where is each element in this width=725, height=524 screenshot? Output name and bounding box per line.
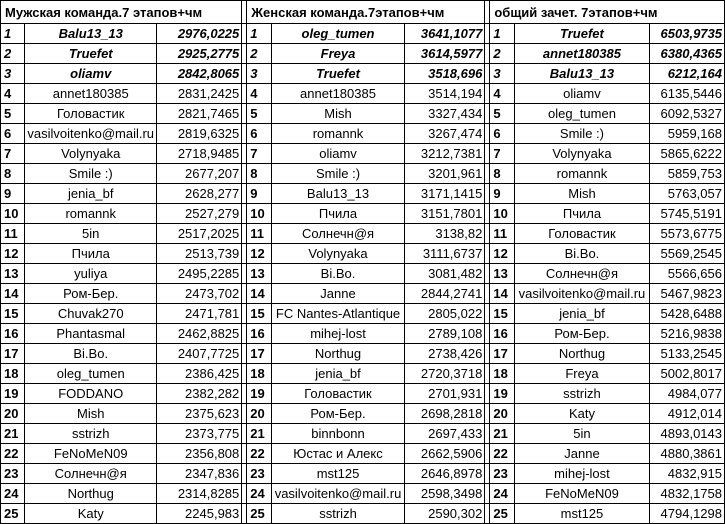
table-row xyxy=(1,164,725,184)
women-score-cell: 3151,7801 xyxy=(405,204,485,224)
men-rank-cell: 12 xyxy=(1,244,25,264)
overall-score-cell: 4912,014 xyxy=(650,404,725,424)
women-score-cell: 2598,3498 xyxy=(405,484,485,504)
women-score-cell: 3081,482 xyxy=(405,264,485,284)
table-row xyxy=(1,424,725,444)
men-score-cell: 2517,2025 xyxy=(157,224,242,244)
women-name-cell: Mish xyxy=(271,104,405,124)
men-rank-cell: 20 xyxy=(1,404,25,424)
women-name-cell: Юстас и Алекс xyxy=(271,444,405,464)
women-rank-cell: 20 xyxy=(247,404,271,424)
men-score-cell: 2718,9485 xyxy=(157,144,242,164)
overall-name-cell: mihej-lost xyxy=(514,464,649,484)
overall-score-cell: 4832,915 xyxy=(650,464,725,484)
overall-score-cell: 6135,5446 xyxy=(650,84,725,104)
men-score-cell: 2831,2425 xyxy=(157,84,242,104)
overall-rank-cell: 25 xyxy=(490,504,514,524)
table-row xyxy=(1,224,725,244)
header-row xyxy=(1,1,725,24)
men-score-cell: 2925,2775 xyxy=(157,44,242,64)
men-score-cell: 2527,279 xyxy=(157,204,242,224)
overall-rank-cell: 17 xyxy=(490,344,514,364)
women-rank-cell: 15 xyxy=(247,304,271,324)
women-rank-cell: 12 xyxy=(247,244,271,264)
overall-header: общий зачет. 7этапов+чм xyxy=(490,1,725,24)
men-rank-cell: 14 xyxy=(1,284,25,304)
men-score-cell: 2819,6325 xyxy=(157,124,242,144)
women-name-cell: Truefet xyxy=(271,64,405,84)
overall-name-cell: annet180385 xyxy=(514,44,649,64)
women-score-cell: 3614,5977 xyxy=(405,44,485,64)
table-row xyxy=(1,344,725,364)
men-score-cell: 2462,8825 xyxy=(157,324,242,344)
men-name-cell: Balu13_13 xyxy=(25,24,157,44)
men-name-cell: Bi.Bo. xyxy=(25,344,157,364)
women-rank-cell: 19 xyxy=(247,384,271,404)
overall-score-cell: 5216,9838 xyxy=(650,324,725,344)
overall-name-cell: Smile :) xyxy=(514,124,649,144)
overall-name-cell: Balu13_13 xyxy=(514,64,649,84)
overall-name-cell: jenia_bf xyxy=(514,304,649,324)
table-row xyxy=(1,404,725,424)
women-name-cell: Northug xyxy=(271,344,405,364)
overall-name-cell: Katy xyxy=(514,404,649,424)
women-score-cell: 2720,3718 xyxy=(405,364,485,384)
men-name-cell: FeNoMeN09 xyxy=(25,444,157,464)
overall-name-cell: 5in xyxy=(514,424,649,444)
women-rank-cell: 23 xyxy=(247,464,271,484)
women-score-cell: 2738,426 xyxy=(405,344,485,364)
women-name-cell: mst125 xyxy=(271,464,405,484)
overall-rank-cell: 20 xyxy=(490,404,514,424)
table-row xyxy=(1,444,725,464)
table-row xyxy=(1,304,725,324)
table-row xyxy=(1,84,725,104)
women-rank-cell: 7 xyxy=(247,144,271,164)
men-name-cell: 5in xyxy=(25,224,157,244)
overall-rank-cell: 3 xyxy=(490,64,514,84)
men-name-cell: oliamv xyxy=(25,64,157,84)
men-name-cell: Головастик xyxy=(25,104,157,124)
women-score-cell: 3267,474 xyxy=(405,124,485,144)
women-rank-cell: 2 xyxy=(247,44,271,64)
men-score-cell: 2473,702 xyxy=(157,284,242,304)
overall-name-cell: romannk xyxy=(514,164,649,184)
women-name-cell: oleg_tumen xyxy=(271,24,405,44)
women-name-cell: FC Nantes-Atlantique xyxy=(271,304,405,324)
overall-score-cell: 4794,1298 xyxy=(650,504,725,524)
men-name-cell: FODDANO xyxy=(25,384,157,404)
women-rank-cell: 3 xyxy=(247,64,271,84)
women-rank-cell: 24 xyxy=(247,484,271,504)
men-rank-cell: 16 xyxy=(1,324,25,344)
men-score-cell: 2821,7465 xyxy=(157,104,242,124)
women-score-cell: 3171,1415 xyxy=(405,184,485,204)
table-row xyxy=(1,264,725,284)
overall-rank-cell: 7 xyxy=(490,144,514,164)
women-score-cell: 2701,931 xyxy=(405,384,485,404)
men-name-cell: oleg_tumen xyxy=(25,364,157,384)
overall-name-cell: Volynyaka xyxy=(514,144,649,164)
men-rank-cell: 8 xyxy=(1,164,25,184)
men-rank-cell: 3 xyxy=(1,64,25,84)
overall-name-cell: Truefet xyxy=(514,24,649,44)
men-rank-cell: 25 xyxy=(1,504,25,524)
overall-rank-cell: 18 xyxy=(490,364,514,384)
men-name-cell: annet180385 xyxy=(25,84,157,104)
overall-rank-cell: 22 xyxy=(490,444,514,464)
women-score-cell: 3138,82 xyxy=(405,224,485,244)
overall-score-cell: 6212,164 xyxy=(650,64,725,84)
women-name-cell: Bi.Bo. xyxy=(271,264,405,284)
overall-name-cell: Mish xyxy=(514,184,649,204)
overall-rank-cell: 6 xyxy=(490,124,514,144)
women-rank-cell: 11 xyxy=(247,224,271,244)
women-name-cell: Smile :) xyxy=(271,164,405,184)
men-rank-cell: 5 xyxy=(1,104,25,124)
women-rank-cell: 25 xyxy=(247,504,271,524)
men-score-cell: 2347,836 xyxy=(157,464,242,484)
women-name-cell: Головастик xyxy=(271,384,405,404)
women-score-cell: 3201,961 xyxy=(405,164,485,184)
men-score-cell: 2471,781 xyxy=(157,304,242,324)
men-name-cell: yuliya xyxy=(25,264,157,284)
men-rank-cell: 9 xyxy=(1,184,25,204)
overall-rank-cell: 1 xyxy=(490,24,514,44)
overall-rank-cell: 14 xyxy=(490,284,514,304)
women-score-cell: 3518,696 xyxy=(405,64,485,84)
overall-score-cell: 5859,753 xyxy=(650,164,725,184)
men-score-cell: 2495,2285 xyxy=(157,264,242,284)
men-rank-cell: 24 xyxy=(1,484,25,504)
women-rank-cell: 4 xyxy=(247,84,271,104)
overall-score-cell: 4832,1758 xyxy=(650,484,725,504)
women-score-cell: 3514,194 xyxy=(405,84,485,104)
overall-rank-cell: 21 xyxy=(490,424,514,444)
overall-score-cell: 5745,5191 xyxy=(650,204,725,224)
women-rank-cell: 9 xyxy=(247,184,271,204)
women-rank-cell: 17 xyxy=(247,344,271,364)
table-row xyxy=(1,324,725,344)
men-name-cell: Volynyaka xyxy=(25,144,157,164)
men-score-cell: 2386,425 xyxy=(157,364,242,384)
men-name-cell: sstrizh xyxy=(25,424,157,444)
women-rank-cell: 13 xyxy=(247,264,271,284)
women-rank-cell: 6 xyxy=(247,124,271,144)
overall-score-cell: 4880,3861 xyxy=(650,444,725,464)
overall-rank-cell: 8 xyxy=(490,164,514,184)
women-name-cell: jenia_bf xyxy=(271,364,405,384)
overall-score-cell: 5569,2545 xyxy=(650,244,725,264)
men-name-cell: Ром-Бер. xyxy=(25,284,157,304)
overall-name-cell: sstrizh xyxy=(514,384,649,404)
men-score-cell: 2356,808 xyxy=(157,444,242,464)
men-rank-cell: 10 xyxy=(1,204,25,224)
men-name-cell: romannk xyxy=(25,204,157,224)
women-name-cell: oliamv xyxy=(271,144,405,164)
men-name-cell: Пчила xyxy=(25,244,157,264)
women-rank-cell: 22 xyxy=(247,444,271,464)
women-header: Женская команда.7этапов+чм xyxy=(247,1,485,24)
men-rank-cell: 11 xyxy=(1,224,25,244)
overall-name-cell: Солнечн@я xyxy=(514,264,649,284)
men-name-cell: Chuvak270 xyxy=(25,304,157,324)
women-name-cell: mihej-lost xyxy=(271,324,405,344)
men-score-cell: 2373,775 xyxy=(157,424,242,444)
women-name-cell: Пчила xyxy=(271,204,405,224)
women-name-cell: vasilvoitenko@mail.ru xyxy=(271,484,405,504)
men-name-cell: vasilvoitenko@mail.ru xyxy=(25,124,157,144)
men-name-cell: Truefet xyxy=(25,44,157,64)
men-name-cell: Mish xyxy=(25,404,157,424)
table-row xyxy=(1,284,725,304)
overall-score-cell: 4984,077 xyxy=(650,384,725,404)
men-name-cell: Northug xyxy=(25,484,157,504)
overall-score-cell: 5133,2545 xyxy=(650,344,725,364)
table-row xyxy=(1,464,725,484)
table-row xyxy=(1,44,725,64)
overall-name-cell: oliamv xyxy=(514,84,649,104)
overall-rank-cell: 16 xyxy=(490,324,514,344)
table-row xyxy=(1,204,725,224)
overall-name-cell: oleg_tumen xyxy=(514,104,649,124)
overall-score-cell: 5959,168 xyxy=(650,124,725,144)
men-rank-cell: 21 xyxy=(1,424,25,444)
overall-score-cell: 5467,9823 xyxy=(650,284,725,304)
overall-name-cell: Freya xyxy=(514,364,649,384)
men-rank-cell: 13 xyxy=(1,264,25,284)
overall-score-cell: 5573,6775 xyxy=(650,224,725,244)
men-rank-cell: 18 xyxy=(1,364,25,384)
women-score-cell: 3212,7381 xyxy=(405,144,485,164)
overall-score-cell: 5865,6222 xyxy=(650,144,725,164)
men-score-cell: 2677,207 xyxy=(157,164,242,184)
men-name-cell: Smile :) xyxy=(25,164,157,184)
women-rank-cell: 5 xyxy=(247,104,271,124)
table-row xyxy=(1,484,725,504)
table-row xyxy=(1,244,725,264)
table-row xyxy=(1,184,725,204)
overall-score-cell: 6380,4365 xyxy=(650,44,725,64)
overall-name-cell: vasilvoitenko@mail.ru xyxy=(514,284,649,304)
overall-rank-cell: 13 xyxy=(490,264,514,284)
women-rank-cell: 1 xyxy=(247,24,271,44)
table-row xyxy=(1,124,725,144)
women-score-cell: 2789,108 xyxy=(405,324,485,344)
women-score-cell: 2590,302 xyxy=(405,504,485,524)
women-name-cell: Freya xyxy=(271,44,405,64)
table-row xyxy=(1,384,725,404)
women-name-cell: Janne xyxy=(271,284,405,304)
women-score-cell: 3111,6737 xyxy=(405,244,485,264)
men-score-cell: 2513,739 xyxy=(157,244,242,264)
overall-name-cell: Janne xyxy=(514,444,649,464)
men-rank-cell: 1 xyxy=(1,24,25,44)
overall-rank-cell: 4 xyxy=(490,84,514,104)
women-name-cell: sstrizh xyxy=(271,504,405,524)
overall-name-cell: Northug xyxy=(514,344,649,364)
standings-body xyxy=(1,1,725,524)
table-row xyxy=(1,104,725,124)
women-rank-cell: 21 xyxy=(247,424,271,444)
overall-score-cell: 4893,0143 xyxy=(650,424,725,444)
women-score-cell: 2646,8978 xyxy=(405,464,485,484)
men-header: Мужская команда.7 этапов+чм xyxy=(1,1,242,24)
women-name-cell: Солнечн@я xyxy=(271,224,405,244)
men-rank-cell: 6 xyxy=(1,124,25,144)
overall-rank-cell: 12 xyxy=(490,244,514,264)
overall-rank-cell: 24 xyxy=(490,484,514,504)
men-name-cell: Phantasmal xyxy=(25,324,157,344)
overall-score-cell: 6503,9735 xyxy=(650,24,725,44)
overall-score-cell: 5566,656 xyxy=(650,264,725,284)
men-name-cell: Солнечн@я xyxy=(25,464,157,484)
men-score-cell: 2842,8065 xyxy=(157,64,242,84)
women-name-cell: romannk xyxy=(271,124,405,144)
table-row xyxy=(1,144,725,164)
women-name-cell: annet180385 xyxy=(271,84,405,104)
men-rank-cell: 19 xyxy=(1,384,25,404)
women-name-cell: binnbonn xyxy=(271,424,405,444)
women-rank-cell: 10 xyxy=(247,204,271,224)
overall-score-cell: 5002,8017 xyxy=(650,364,725,384)
table-row xyxy=(1,24,725,44)
men-name-cell: jenia_bf xyxy=(25,184,157,204)
women-rank-cell: 16 xyxy=(247,324,271,344)
women-name-cell: Ром-Бер. xyxy=(271,404,405,424)
women-score-cell: 3327,434 xyxy=(405,104,485,124)
table-row xyxy=(1,364,725,384)
men-rank-cell: 23 xyxy=(1,464,25,484)
overall-rank-cell: 9 xyxy=(490,184,514,204)
overall-name-cell: Пчила xyxy=(514,204,649,224)
overall-rank-cell: 19 xyxy=(490,384,514,404)
men-score-cell: 2407,7725 xyxy=(157,344,242,364)
overall-rank-cell: 15 xyxy=(490,304,514,324)
overall-score-cell: 6092,5327 xyxy=(650,104,725,124)
overall-rank-cell: 10 xyxy=(490,204,514,224)
women-rank-cell: 14 xyxy=(247,284,271,304)
women-score-cell: 2662,5906 xyxy=(405,444,485,464)
men-rank-cell: 7 xyxy=(1,144,25,164)
overall-name-cell: Bi.Bo. xyxy=(514,244,649,264)
overall-rank-cell: 5 xyxy=(490,104,514,124)
table-row xyxy=(1,64,725,84)
women-name-cell: Balu13_13 xyxy=(271,184,405,204)
men-score-cell: 2245,983 xyxy=(157,504,242,524)
women-score-cell: 2805,022 xyxy=(405,304,485,324)
men-rank-cell: 2 xyxy=(1,44,25,64)
overall-name-cell: FeNoMeN09 xyxy=(514,484,649,504)
women-score-cell: 2698,2818 xyxy=(405,404,485,424)
women-score-cell: 3641,1077 xyxy=(405,24,485,44)
women-score-cell: 2697,433 xyxy=(405,424,485,444)
men-name-cell: Katy xyxy=(25,504,157,524)
overall-name-cell: mst125 xyxy=(514,504,649,524)
overall-score-cell: 5428,6488 xyxy=(650,304,725,324)
men-score-cell: 2382,282 xyxy=(157,384,242,404)
overall-name-cell: Головастик xyxy=(514,224,649,244)
overall-rank-cell: 11 xyxy=(490,224,514,244)
women-name-cell: Volynyaka xyxy=(271,244,405,264)
women-rank-cell: 8 xyxy=(247,164,271,184)
men-rank-cell: 15 xyxy=(1,304,25,324)
women-score-cell: 2844,2741 xyxy=(405,284,485,304)
women-rank-cell: 18 xyxy=(247,364,271,384)
men-rank-cell: 17 xyxy=(1,344,25,364)
men-rank-cell: 22 xyxy=(1,444,25,464)
men-score-cell: 2628,277 xyxy=(157,184,242,204)
overall-rank-cell: 23 xyxy=(490,464,514,484)
men-score-cell: 2375,623 xyxy=(157,404,242,424)
men-score-cell: 2976,0225 xyxy=(157,24,242,44)
men-rank-cell: 4 xyxy=(1,84,25,104)
overall-score-cell: 5763,057 xyxy=(650,184,725,204)
overall-name-cell: Ром-Бер. xyxy=(514,324,649,344)
overall-rank-cell: 2 xyxy=(490,44,514,64)
men-score-cell: 2314,8285 xyxy=(157,484,242,504)
